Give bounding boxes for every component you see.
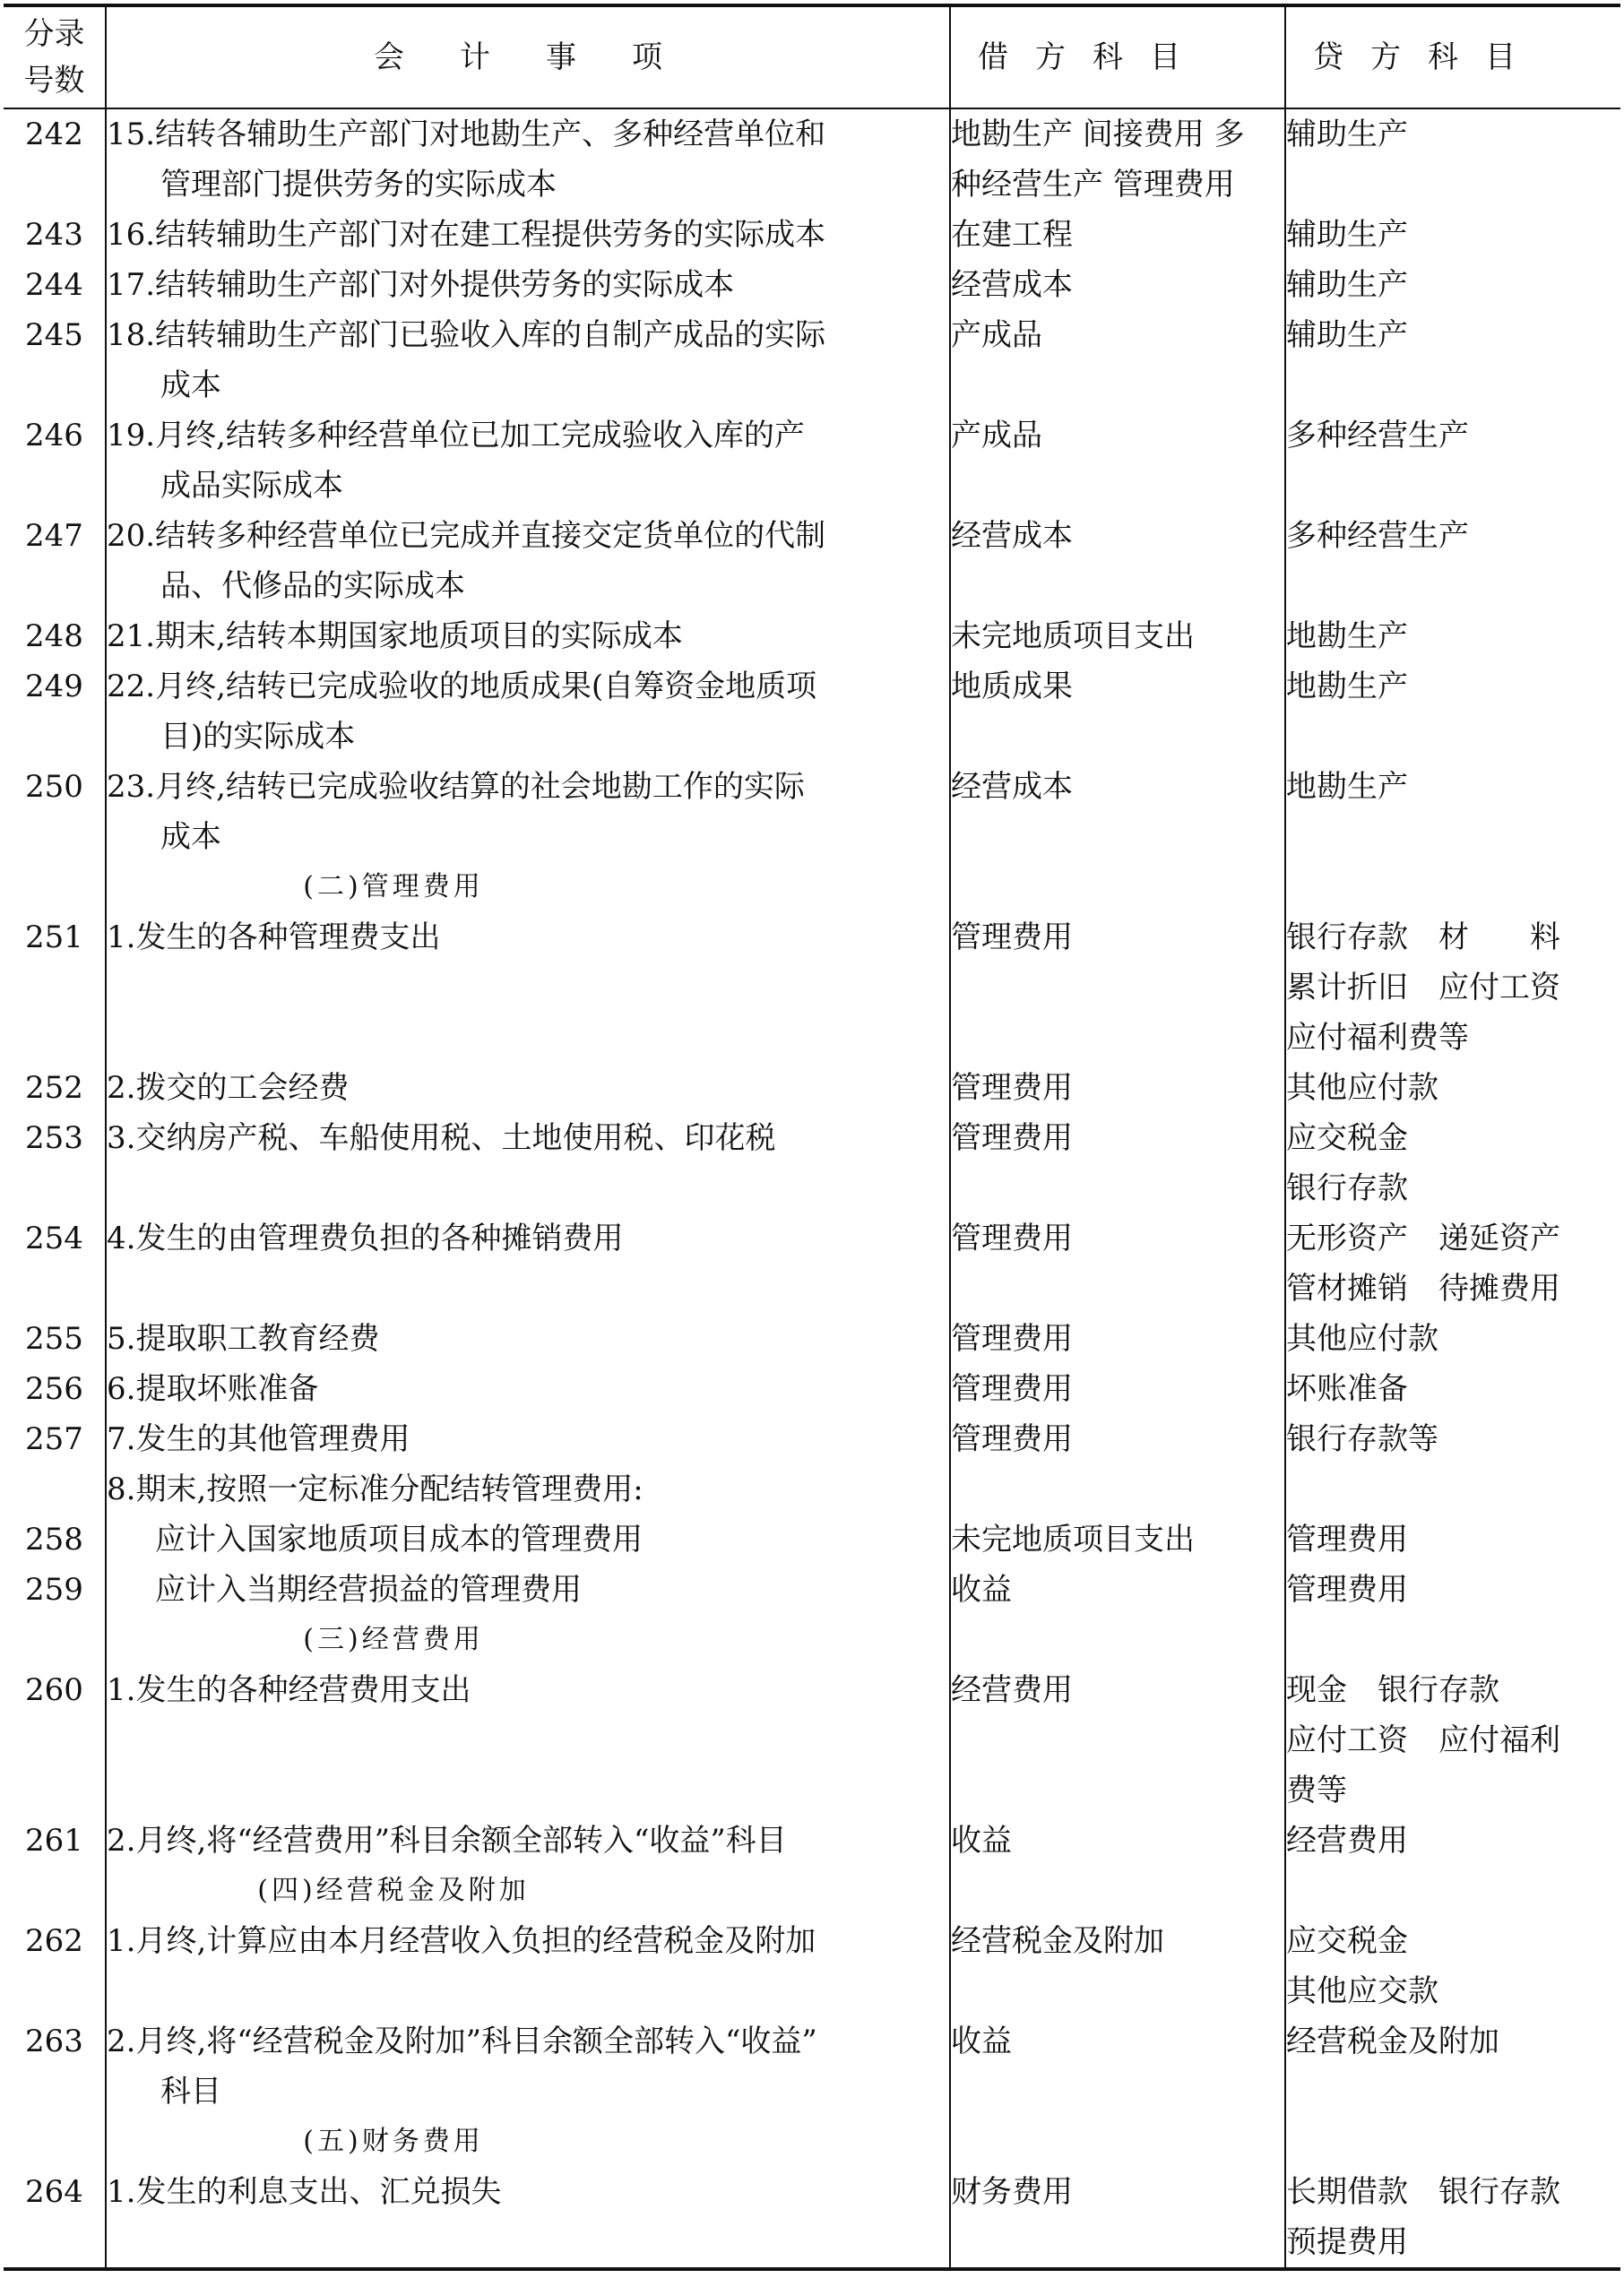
credit-account-cell: [1285, 1113, 1620, 1213]
debit-account-cell: [950, 762, 1285, 862]
debit-account: 管理费用: [951, 1321, 1073, 1357]
credit-account-cell: [1285, 310, 1620, 410]
debit-account-cell: [950, 661, 1285, 762]
debit-account-cell: [950, 1364, 1285, 1414]
debit-account: 管理费用: [951, 1421, 1073, 1457]
debit-account-cell: [950, 1665, 1285, 1816]
entry-number-cell: [4, 2016, 106, 2117]
section-heading: [106, 2117, 950, 2167]
credit-account-cell: [1285, 1314, 1620, 1364]
section-heading-row: [4, 2117, 1620, 2167]
credit-account-cell: [1285, 1866, 1620, 1916]
description-continuation: 成品实际成本: [160, 468, 343, 504]
credit-account: 地勘生产: [1286, 669, 1408, 704]
table-row: [4, 1816, 1620, 1866]
entry-number: 243: [25, 217, 83, 253]
description-cell: [106, 2167, 950, 2269]
credit-account-cell: [1285, 2167, 1620, 2269]
debit-account-cell: [950, 410, 1285, 511]
header-entry-no-label: [4, 11, 105, 104]
section-heading-row: [4, 1615, 1620, 1665]
description-text: 5.提取职工教育经费: [107, 1321, 380, 1357]
credit-account-cell: [1285, 862, 1620, 912]
credit-account: 管理费用: [1286, 1572, 1408, 1608]
section-heading: [106, 1866, 950, 1916]
debit-account-cell: [950, 1816, 1285, 1866]
table-row: [4, 1063, 1620, 1113]
debit-account: 管理费用: [951, 1120, 1073, 1156]
table-row: [4, 1665, 1620, 1816]
entry-number: 248: [25, 618, 83, 654]
description-cell: [106, 410, 950, 511]
description-continuation: 科目: [160, 2074, 221, 2110]
credit-account: 多种经营生产: [1286, 418, 1469, 453]
debit-account: 管理费用: [951, 1070, 1073, 1106]
description-text: 1.发生的利息支出、汇兑损失: [107, 2174, 502, 2210]
entry-number: 250: [25, 769, 83, 805]
description-cell: [106, 210, 950, 260]
description-text: 3.交纳房产税、车船使用税、土地使用税、印花税: [107, 1120, 776, 1156]
description-text: (二)管理费用: [303, 871, 484, 902]
credit-account: 累计折旧 应付工资: [1286, 970, 1560, 1005]
header-entry-no-line: 分录: [23, 16, 85, 52]
credit-account-cell: [1285, 1515, 1620, 1565]
entry-number: 246: [25, 418, 83, 453]
entry-number: 256: [25, 1371, 83, 1407]
table-row: [4, 1464, 1620, 1515]
description-text: 应计入国家地质项目成本的管理费用: [155, 1522, 643, 1558]
entry-number: 247: [25, 518, 83, 554]
description-continuation: 品、代修品的实际成本: [160, 568, 465, 604]
header-credit-account: 贷方科目: [1285, 5, 1620, 108]
debit-account-cell: [950, 912, 1285, 1063]
debit-account-cell: [950, 1866, 1285, 1916]
table-row: [4, 661, 1620, 762]
debit-account-cell: [950, 1916, 1285, 2016]
description-text: 1.月终,计算应由本月经营收入负担的经营税金及附加: [107, 1923, 816, 1959]
debit-account-cell: [950, 1615, 1285, 1665]
entry-number-cell: [4, 661, 106, 762]
entry-number-cell: [4, 1866, 106, 1916]
header-description: 会计事项: [106, 5, 950, 108]
description-cell: [106, 762, 950, 862]
entry-number-cell: [4, 310, 106, 410]
table-row: [4, 912, 1620, 1063]
credit-account: 银行存款: [1286, 1170, 1408, 1206]
debit-account-cell: [950, 2016, 1285, 2117]
table-row: [4, 1364, 1620, 1414]
credit-account-cell: [1285, 912, 1620, 1063]
credit-account: 其他应付款: [1286, 1070, 1438, 1106]
section-heading-row: [4, 1866, 1620, 1916]
debit-account: 收益: [951, 1823, 1012, 1859]
debit-account: 产成品: [951, 317, 1042, 353]
entry-number-cell: [4, 210, 106, 260]
debit-account: 经营成本: [951, 518, 1073, 554]
table-row: [4, 511, 1620, 611]
credit-account: 辅助生产: [1286, 217, 1408, 253]
entry-number-cell: [4, 1213, 106, 1314]
entry-number-cell: [4, 1464, 106, 1515]
section-heading: [106, 862, 950, 912]
entry-number-cell: [4, 2117, 106, 2167]
debit-account: 收益: [951, 1572, 1012, 1608]
debit-account-cell: [950, 511, 1285, 611]
table-row: [4, 1565, 1620, 1615]
debit-account: 财务费用: [951, 2174, 1073, 2210]
description-text: 1.发生的各种经营费用支出: [107, 1672, 471, 1708]
credit-account: 多种经营生产: [1286, 518, 1469, 554]
entry-number: 255: [25, 1321, 83, 1357]
credit-account: 银行存款等: [1286, 1421, 1438, 1457]
credit-account: 地勘生产: [1286, 618, 1408, 654]
description-continuation: 目)的实际成本: [160, 719, 356, 755]
debit-account: 经营成本: [951, 769, 1073, 805]
credit-account: 现金 银行存款: [1286, 1672, 1499, 1708]
description-cell: [106, 108, 950, 210]
credit-account-cell: [1285, 1665, 1620, 1816]
entry-number-cell: [4, 108, 106, 210]
table-row: [4, 210, 1620, 260]
entry-number-cell: [4, 260, 106, 310]
credit-account-cell: [1285, 1414, 1620, 1464]
description-cell: [106, 1665, 950, 1816]
section-heading-row: [4, 862, 1620, 912]
credit-account-cell: [1285, 1916, 1620, 2016]
credit-account: 应交税金: [1286, 1120, 1408, 1156]
debit-account: 产成品: [951, 418, 1042, 453]
entry-number: 254: [25, 1221, 83, 1256]
credit-account-cell: [1285, 511, 1620, 611]
credit-account-cell: [1285, 611, 1620, 661]
table-row: [4, 1414, 1620, 1464]
debit-account-cell: [950, 108, 1285, 210]
description-text: 19.月终,结转多种经营单位已加工完成验收入库的产: [107, 418, 805, 453]
debit-account: 经营费用: [951, 1672, 1073, 1708]
debit-account: 未完地质项目支出: [951, 618, 1195, 654]
entry-number: 245: [25, 317, 83, 353]
entry-number-cell: [4, 1414, 106, 1464]
entry-number: 244: [25, 267, 83, 303]
description-cell: [106, 1063, 950, 1113]
description-continuation: 成本: [160, 367, 221, 403]
debit-account-cell: [950, 260, 1285, 310]
description-text: 2.月终,将“经营费用”科目余额全部转入“收益”科目: [107, 1823, 787, 1859]
entry-number: 263: [25, 2024, 83, 2059]
entry-number-cell: [4, 1314, 106, 1364]
entry-number-cell: [4, 410, 106, 511]
debit-account: 在建工程: [951, 217, 1073, 253]
description-cell: [106, 511, 950, 611]
table-body: [4, 108, 1620, 2269]
credit-account-cell: [1285, 2117, 1620, 2167]
table-row: [4, 1113, 1620, 1213]
credit-account: 辅助生产: [1286, 317, 1408, 353]
debit-account: 管理费用: [951, 919, 1073, 955]
table-row: [4, 762, 1620, 862]
credit-account-cell: [1285, 1565, 1620, 1615]
table-row: [4, 1916, 1620, 2016]
credit-account-cell: [1285, 1213, 1620, 1314]
description-cell: [106, 310, 950, 410]
debit-account: 经营成本: [951, 267, 1073, 303]
entry-number-cell: [4, 611, 106, 661]
entry-number: 257: [25, 1421, 83, 1457]
table-header-row: [4, 5, 1620, 108]
entry-number: 260: [25, 1672, 83, 1708]
credit-account-cell: [1285, 1464, 1620, 1515]
credit-account-cell: [1285, 1063, 1620, 1113]
description-cell: [106, 1464, 950, 1515]
description-continuation: 成本: [160, 819, 221, 855]
description-text: 2.拨交的工会经费: [107, 1070, 350, 1106]
description-text: 4.发生的由管理费负担的各种摊销费用: [107, 1221, 624, 1256]
debit-account-cell: [950, 1063, 1285, 1113]
debit-account: 种经营生产 管理费用: [951, 167, 1235, 203]
entry-number-cell: [4, 511, 106, 611]
description-text: 17.结转辅助生产部门对外提供劳务的实际成本: [107, 267, 735, 303]
description-text: 6.提取坏账准备: [107, 1371, 319, 1407]
table-row: [4, 1213, 1620, 1314]
credit-account-cell: [1285, 210, 1620, 260]
entry-number-cell: [4, 1515, 106, 1565]
credit-account: 长期借款 银行存款: [1286, 2174, 1560, 2210]
entry-number: 259: [25, 1572, 83, 1608]
debit-account-cell: [950, 210, 1285, 260]
description-cell: [106, 1213, 950, 1314]
debit-account-cell: [950, 862, 1285, 912]
credit-account: 银行存款 材 料: [1286, 919, 1560, 955]
entry-number-cell: [4, 1113, 106, 1213]
description-text: 15.结转各辅助生产部门对地勘生产、多种经营单位和: [107, 117, 826, 152]
description-text: 应计入当期经营损益的管理费用: [155, 1572, 582, 1608]
debit-account: 管理费用: [951, 1371, 1073, 1407]
description-cell: [106, 1916, 950, 2016]
entry-number: 242: [25, 117, 83, 152]
entry-number-cell: [4, 862, 106, 912]
entry-number: 249: [25, 669, 83, 704]
credit-account: 预提费用: [1286, 2224, 1408, 2260]
description-text: 20.结转多种经营单位已完成并直接交定货单位的代制: [107, 518, 826, 554]
entry-number: 258: [25, 1522, 83, 1558]
credit-account: 经营税金及附加: [1286, 2024, 1499, 2059]
description-text: 22.月终,结转已完成验收的地质成果(自筹资金地质项: [107, 669, 817, 704]
credit-account: 其他应付款: [1286, 1321, 1438, 1357]
entry-number-cell: [4, 1665, 106, 1816]
debit-account-cell: [950, 1314, 1285, 1364]
debit-account-cell: [950, 611, 1285, 661]
entry-number-cell: [4, 762, 106, 862]
entry-number: 264: [25, 2174, 83, 2210]
credit-account: 坏账准备: [1286, 1371, 1408, 1407]
credit-account: 应交税金: [1286, 1923, 1408, 1959]
debit-account: 未完地质项目支出: [951, 1522, 1195, 1558]
accounting-entries-table: [4, 4, 1620, 2271]
description-cell: [106, 661, 950, 762]
debit-account-cell: [950, 1464, 1285, 1515]
debit-account-cell: [950, 1515, 1285, 1565]
description-cell: [106, 1565, 950, 1615]
debit-account: 地质成果: [951, 669, 1073, 704]
credit-account-cell: [1285, 2016, 1620, 2117]
table-row: [4, 611, 1620, 661]
description-cell: [106, 1515, 950, 1565]
table-row: [4, 260, 1620, 310]
entry-number-cell: [4, 1615, 106, 1665]
entry-number-cell: [4, 1063, 106, 1113]
debit-account: 管理费用: [951, 1221, 1073, 1256]
credit-account-cell: [1285, 762, 1620, 862]
entry-number: 251: [25, 919, 83, 955]
table-row: [4, 2016, 1620, 2117]
credit-account: 管材摊销 待摊费用: [1286, 1271, 1560, 1307]
description-text: 2.月终,将“经营税金及附加”科目余额全部转入“收益”: [107, 2024, 817, 2059]
entry-number-cell: [4, 1816, 106, 1866]
debit-account-cell: [950, 1414, 1285, 1464]
description-text: 23.月终,结转已完成验收结算的社会地勘工作的实际: [107, 769, 805, 805]
description-text: (四)经营税金及附加: [257, 1875, 530, 1906]
credit-account-cell: [1285, 410, 1620, 511]
entry-number: 261: [25, 1823, 83, 1859]
credit-account: 应付工资 应付福利: [1286, 1722, 1560, 1758]
credit-account: 费等: [1286, 1773, 1347, 1808]
description-continuation: 管理部门提供劳务的实际成本: [160, 167, 557, 203]
description-cell: [106, 1816, 950, 1866]
credit-account: 辅助生产: [1286, 117, 1408, 152]
credit-account-cell: [1285, 661, 1620, 762]
debit-account: 经营税金及附加: [951, 1923, 1164, 1959]
table-row: [4, 310, 1620, 410]
credit-account-cell: [1285, 108, 1620, 210]
entry-number-cell: [4, 2167, 106, 2269]
debit-account-cell: [950, 2167, 1285, 2269]
credit-account: 其他应交款: [1286, 1973, 1438, 2009]
description-cell: [106, 912, 950, 1063]
header-entry-no: [4, 5, 106, 108]
debit-account-cell: [950, 310, 1285, 410]
table-row: [4, 2167, 1620, 2269]
credit-account: 无形资产 递延资产: [1286, 1221, 1560, 1256]
debit-account-cell: [950, 1565, 1285, 1615]
description-cell: [106, 611, 950, 661]
description-cell: [106, 1414, 950, 1464]
description-text: 16.结转辅助生产部门对在建工程提供劳务的实际成本: [107, 217, 826, 253]
credit-account: 经营费用: [1286, 1823, 1408, 1859]
description-text: 1.发生的各种管理费支出: [107, 919, 441, 955]
credit-account-cell: [1285, 1816, 1620, 1866]
description-cell: [106, 2016, 950, 2117]
description-text: 7.发生的其他管理费用: [107, 1421, 410, 1457]
table-row: [4, 410, 1620, 511]
section-heading: [106, 1615, 950, 1665]
header-entry-no-line: 号数: [23, 63, 85, 99]
entry-number-cell: [4, 1364, 106, 1414]
table-row: [4, 108, 1620, 210]
description-text: 8.期末,按照一定标准分配结转管理费用:: [107, 1471, 644, 1507]
credit-account-cell: [1285, 1615, 1620, 1665]
description-cell: [106, 1314, 950, 1364]
credit-account: 地勘生产: [1286, 769, 1408, 805]
credit-account-cell: [1285, 1364, 1620, 1414]
credit-account: 辅助生产: [1286, 267, 1408, 303]
debit-account-cell: [950, 1213, 1285, 1314]
credit-account-cell: [1285, 260, 1620, 310]
debit-account-cell: [950, 1113, 1285, 1213]
description-text: (五)财务费用: [303, 2126, 484, 2157]
credit-account: 管理费用: [1286, 1522, 1408, 1558]
entry-number: 262: [25, 1923, 83, 1959]
debit-account-cell: [950, 2117, 1285, 2167]
credit-account: 应付福利费等: [1286, 1020, 1469, 1056]
entry-number-cell: [4, 912, 106, 1063]
debit-account: 收益: [951, 2024, 1012, 2059]
entry-number: 253: [25, 1120, 83, 1156]
description-cell: [106, 1364, 950, 1414]
table-row: [4, 1314, 1620, 1364]
description-cell: [106, 260, 950, 310]
entry-number-cell: [4, 1916, 106, 2016]
description-cell: [106, 1113, 950, 1213]
header-debit-account: 借方科目: [950, 5, 1285, 108]
description-text: 18.结转辅助生产部门已验收入库的自制产成品的实际: [107, 317, 826, 353]
entry-number-cell: [4, 1565, 106, 1615]
table-row: [4, 1515, 1620, 1565]
description-text: 21.期末,结转本期国家地质项目的实际成本: [107, 618, 683, 654]
entry-number: 252: [25, 1070, 83, 1106]
description-text: (三)经营费用: [303, 1624, 484, 1655]
debit-account: 地勘生产 间接费用 多: [951, 117, 1245, 152]
